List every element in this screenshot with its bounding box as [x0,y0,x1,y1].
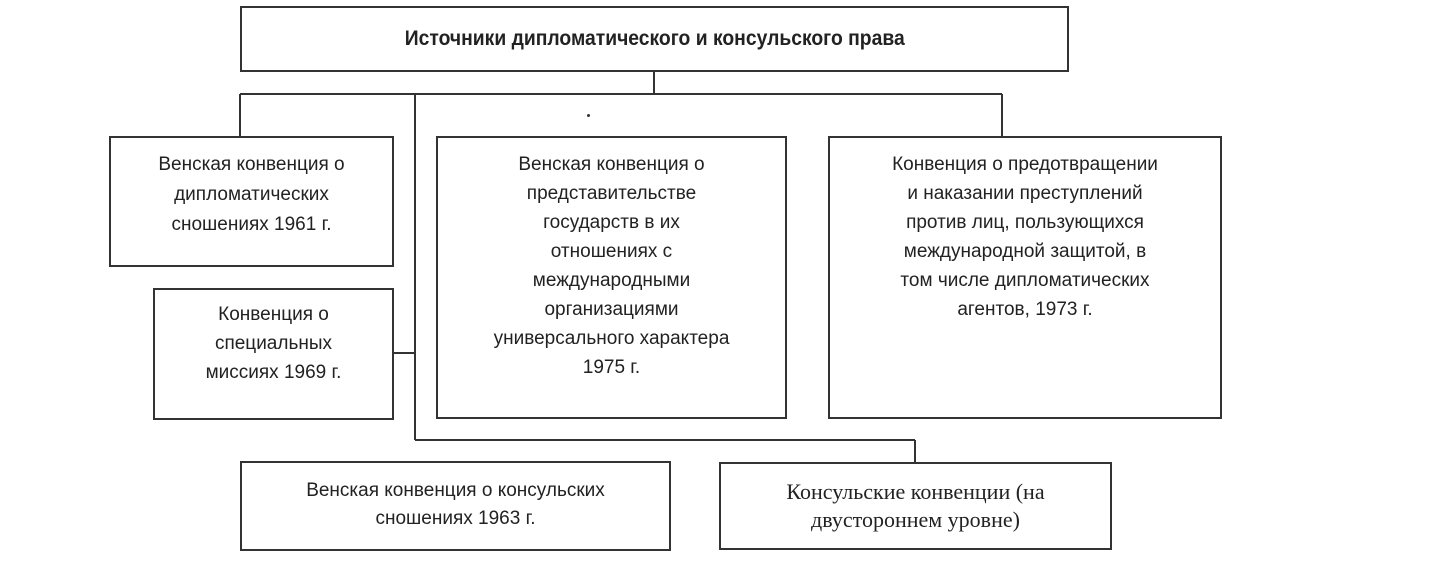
node-protection-1973-label: Конвенция о предотвращении и наказании преступлений против лиц, пользующихся международной защитой, в том числе дипломатических агентов, 1973 г. [892,154,1158,320]
node-vienna-1961 [109,136,394,267]
node-protection-1973 [828,136,1222,419]
node-vienna-1975 [436,136,787,419]
stray-dot [587,114,590,117]
diagram-title: Источники дипломатического и консульского права [404,27,905,50]
node-special-missions-1969-label: Конвенция о специальных миссиях 1969 г. [205,304,342,383]
node-special-missions-1969 [153,288,394,420]
node-consular-1963-label: Венская конвенция о консульских сношениях 1963 г. [306,480,605,529]
node-bilateral-consular [719,462,1112,550]
diagram-title-box [240,6,1069,72]
node-bilateral-consular-label: Консульские конвенции (на двустороннем уровне) [786,479,1045,532]
node-consular-1963 [240,461,671,551]
node-vienna-1975-label: Венская конвенция о представительстве государств в их отношениях с международными организациями универсального характера 1975 г. [493,154,730,378]
node-vienna-1961-label: Венская конвенция о дипломатических сношениях 1961 г. [158,154,345,235]
